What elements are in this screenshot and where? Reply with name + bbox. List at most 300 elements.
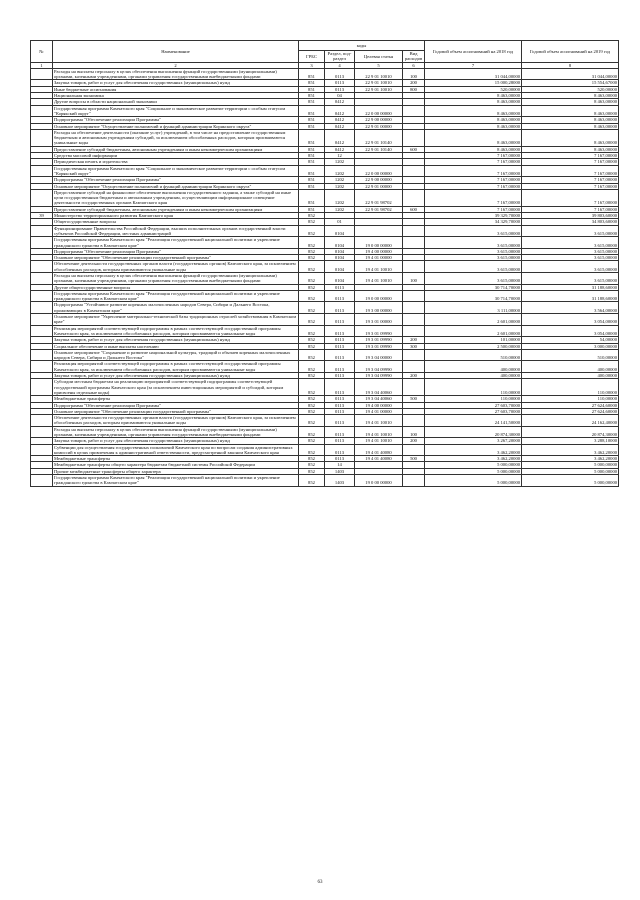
row-expense-type: 100	[403, 426, 425, 438]
row-grbs: 852	[299, 475, 325, 487]
row-name: Реализация мероприятий соответствующей подпрограммы в рамках соответствующей государственной программы Камчатского края, за исключением обособленных расходов, которым присваиваются уникальные коды	[53, 325, 299, 337]
column-index-cell: 1	[31, 62, 53, 68]
header-num: №	[31, 41, 53, 63]
budget-table	[30, 40, 619, 487]
row-amount-2019: 3 615,00000	[522, 225, 619, 237]
table-row	[31, 237, 619, 249]
row-name: Другие вопросы в области национальной экономики	[53, 99, 299, 105]
row-expense-type	[403, 361, 425, 373]
table-row	[31, 325, 619, 337]
row-number	[31, 237, 53, 249]
row-section: 0113	[325, 444, 355, 456]
row-amount-2019: 3 615,00000	[522, 272, 619, 284]
row-amount-2019: 3 615,00000	[522, 237, 619, 249]
row-target-article: 19 3 01 00000	[355, 314, 403, 326]
row-amount-2018: 3 111,00000	[425, 302, 522, 314]
row-target-article: 19 0 00 00000	[355, 475, 403, 487]
row-grbs: 851	[299, 123, 325, 129]
row-amount-2018: 39 329,70000	[425, 213, 522, 219]
row-grbs: 852	[299, 337, 325, 343]
row-name: Предоставление субсидий бюджетным, автономным учреждениям и иным некоммерческим организациям	[53, 206, 299, 212]
row-name: Подпрограмма "Устойчивое развитие коренных малочисленных народов Севера, Сибири и Дальнего Востока, проживающих в Камчатском крае"	[53, 302, 299, 314]
row-section: 0412	[325, 123, 355, 129]
row-target-article: 19 3 04 09990	[355, 361, 403, 373]
row-grbs: 851	[299, 159, 325, 165]
row-grbs: 852	[299, 415, 325, 427]
row-section: 0113	[325, 80, 355, 86]
row-section: 0113	[325, 337, 355, 343]
row-number	[31, 361, 53, 373]
row-name: Расходы на выплаты персоналу в целях обеспечения выполнения функций государственными (муниципальными) органами, казенными учреждениями, органами управления государственными внебюджетными фондами	[53, 272, 299, 284]
row-expense-type: 200	[403, 373, 425, 379]
row-name: Основное мероприятие "Осуществление полномочий и функций администрации Корякского округа"	[53, 183, 299, 189]
row-amount-2018: 34 329,70000	[425, 219, 522, 225]
row-target-article: 22 9 01 10010	[355, 80, 403, 86]
row-name: Другие общегосударственные вопросы	[53, 284, 299, 290]
row-number	[31, 189, 53, 206]
row-amount-2018: 3 267,20000	[425, 438, 522, 444]
row-amount-2019: 8 463,00000	[522, 123, 619, 129]
row-expense-type	[403, 415, 425, 427]
row-amount-2018: 30 714,70000	[425, 284, 522, 290]
row-target-article: 19 3 04 40060	[355, 396, 403, 402]
table-row	[31, 426, 619, 438]
row-amount-2019: 7 167,00000	[522, 206, 619, 212]
row-amount-2019: 3 564,00000	[522, 302, 619, 314]
row-grbs: 852	[299, 438, 325, 444]
row-number	[31, 349, 53, 361]
row-target-article: 19 4 00 00000	[355, 248, 403, 254]
row-amount-2018: 8 463,00000	[425, 93, 522, 99]
row-section: 0113	[325, 325, 355, 337]
row-target-article: 19 4 01 40080	[355, 444, 403, 456]
row-target-article: 22 9 00 00000	[355, 177, 403, 183]
row-name: Закупка товаров, работ и услуг для обеспечения государственных (муниципальных) нужд	[53, 438, 299, 444]
row-section: 0412	[325, 146, 355, 152]
row-number	[31, 261, 53, 273]
row-amount-2019: 8 463,00000	[522, 93, 619, 99]
row-expense-type	[403, 290, 425, 302]
row-amount-2018: 8 463,00000	[425, 99, 522, 105]
row-expense-type	[403, 302, 425, 314]
row-section: 0104	[325, 225, 355, 237]
row-section: 0113	[325, 438, 355, 444]
row-name: Предоставление субсидий бюджетным, автономным учреждениям и иным некоммерческим организациям	[53, 146, 299, 152]
row-amount-2018: 8 463,00000	[425, 117, 522, 123]
row-amount-2019: 5 000,00000	[522, 468, 619, 474]
column-index-cell: 7	[425, 62, 522, 68]
row-target-article: 19 4 01 10010	[355, 415, 403, 427]
row-section: 1202	[325, 206, 355, 212]
row-amount-2019: 7 167,00000	[522, 177, 619, 183]
row-grbs: 852	[299, 408, 325, 414]
row-name: Межбюджетные трансферты	[53, 396, 299, 402]
row-section: 0113	[325, 415, 355, 427]
row-amount-2018: 7 167,00000	[425, 153, 522, 159]
row-grbs: 851	[299, 129, 325, 146]
row-name: Подпрограмма "Обеспечение реализации Программы"	[53, 177, 299, 183]
table-row	[31, 379, 619, 396]
row-amount-2019: 3 000,00000	[522, 343, 619, 349]
row-expense-type	[403, 379, 425, 396]
row-amount-2018: 3 615,00000	[425, 225, 522, 237]
row-target-article: 22 9 01 10010	[355, 68, 403, 80]
row-target-article: 22 9 01 10010	[355, 86, 403, 92]
row-amount-2019: 7 167,00000	[522, 189, 619, 206]
row-number	[31, 290, 53, 302]
row-amount-2019: 39 803,60000	[522, 213, 619, 219]
row-amount-2019: 3 615,00000	[522, 248, 619, 254]
row-grbs: 852	[299, 402, 325, 408]
row-expense-type	[403, 189, 425, 206]
row-name: Закупка товаров, работ и услуг для обеспечения государственных (муниципальных) нужд	[53, 80, 299, 86]
row-target-article: 19 3 04 40060	[355, 379, 403, 396]
row-grbs: 852	[299, 456, 325, 462]
row-expense-type: 500	[403, 396, 425, 402]
row-amount-2018: 27 603,70000	[425, 408, 522, 414]
page-number: 63	[317, 880, 323, 885]
header-vol-2019: Годовой объем ассигнований на 2019 год	[522, 41, 619, 63]
row-target-article: 22 9 01 10140	[355, 129, 403, 146]
row-amount-2018: 8 463,00000	[425, 123, 522, 129]
row-amount-2018: 400,00000	[425, 373, 522, 379]
row-name: Расходы на выплаты персоналу в целях обеспечения выполнения функций государственными (муниципальными) органами, казенными учреждениями, органами управления государственными внебюджетными фондами	[53, 68, 299, 80]
column-index-cell: 4	[325, 62, 355, 68]
row-amount-2018: 3 615,00000	[425, 272, 522, 284]
row-name: Основное мероприятие "Обеспечение реализации государственной программы"	[53, 408, 299, 414]
row-expense-type: 600	[403, 206, 425, 212]
row-grbs: 851	[299, 206, 325, 212]
row-section: 1202	[325, 183, 355, 189]
row-section: 0104	[325, 261, 355, 273]
row-section: 0113	[325, 68, 355, 80]
row-amount-2018: 520,00000	[425, 86, 522, 92]
row-amount-2019: 5 000,00000	[522, 475, 619, 487]
row-name: Социальное обеспечение и иные выплаты населению	[53, 343, 299, 349]
table-row	[31, 68, 619, 80]
column-index-cell: 2	[53, 62, 299, 68]
row-amount-2019: 400,00000	[522, 361, 619, 373]
row-grbs: 852	[299, 255, 325, 261]
row-target-article: 19 4 01 00000	[355, 255, 403, 261]
row-section: 0113	[325, 426, 355, 438]
row-section: 0113	[325, 373, 355, 379]
row-target-article: 19 0 00 00000	[355, 237, 403, 249]
row-name: Основное мероприятие "Укрепление материально-технической базы традиционных отраслей хозяйствования в Камчатском крае"	[53, 314, 299, 326]
column-index-cell: 3	[299, 62, 325, 68]
row-amount-2018: 3 615,00000	[425, 248, 522, 254]
row-target-article: 19 4 01 10010	[355, 426, 403, 438]
table-row	[31, 302, 619, 314]
row-section: 0412	[325, 99, 355, 105]
row-expense-type	[403, 237, 425, 249]
row-target-article: 22 9 01 10140	[355, 146, 403, 152]
row-expense-type: 200	[403, 438, 425, 444]
table-row	[31, 261, 619, 273]
column-index-cell: 6	[403, 62, 425, 68]
row-grbs: 851	[299, 99, 325, 105]
row-name: Государственная программа Камчатского края "Социальное и экономическое развитие территории с особым статусом "Корякский округ"	[53, 165, 299, 177]
table-row	[31, 415, 619, 427]
row-amount-2018: 20 874,30000	[425, 426, 522, 438]
row-amount-2019: 7 167,00000	[522, 159, 619, 165]
row-amount-2019: 7 167,00000	[522, 183, 619, 189]
row-number	[31, 105, 53, 117]
row-amount-2018: 7 167,00000	[425, 206, 522, 212]
row-expense-type	[403, 261, 425, 273]
row-section: 0113	[325, 379, 355, 396]
row-name: Расходы на обеспечение деятельности (оказание услуг) учреждений, в том числе на предоставление государственным бюджетным и автономным учреждениям субсидий, за исключением обособленных расходов, которым присваиваются уникальные коды	[53, 129, 299, 146]
row-target-article: 22 9 01 00000	[355, 183, 403, 189]
row-section: 1403	[325, 475, 355, 487]
row-target-article: 19 3 00 00000	[355, 302, 403, 314]
row-number	[31, 426, 53, 438]
row-name: Межбюджетные трансферты	[53, 456, 299, 462]
row-section: 0113	[325, 290, 355, 302]
row-amount-2018: 110,00000	[425, 379, 522, 396]
row-name: Национальная экономика	[53, 93, 299, 99]
row-target-article: 22 0 00 00000	[355, 165, 403, 177]
row-amount-2018: 5 000,00000	[425, 462, 522, 468]
column-index-cell: 8	[522, 62, 619, 68]
row-name: Функционирование Правительства Российской Федерации, высших исполнительных органов государственной власти субъектов Российской Федерации, местных администраций	[53, 225, 299, 237]
row-grbs: 852	[299, 314, 325, 326]
row-grbs: 852	[299, 379, 325, 396]
row-amount-2019: 7 167,00000	[522, 153, 619, 159]
row-amount-2018: 400,00000	[425, 361, 522, 373]
row-grbs: 852	[299, 462, 325, 468]
row-target-article: 19 4 01 10010	[355, 438, 403, 444]
row-name: Средства массовой информации	[53, 153, 299, 159]
row-target-article: 19 3 01 09990	[355, 325, 403, 337]
row-amount-2018: 24 141,50000	[425, 415, 522, 427]
row-grbs: 852	[299, 426, 325, 438]
table-row	[31, 272, 619, 284]
row-amount-2019: 8 463,00000	[522, 129, 619, 146]
row-amount-2019: 3 462,20000	[522, 444, 619, 456]
table-row	[31, 290, 619, 302]
row-section: 1403	[325, 468, 355, 474]
row-section: 0113	[325, 86, 355, 92]
row-amount-2019: 400,00000	[522, 373, 619, 379]
table-row	[31, 361, 619, 373]
row-section: 0113	[325, 408, 355, 414]
header-grbs: ГРБС	[299, 51, 325, 63]
row-grbs: 852	[299, 343, 325, 349]
row-grbs: 851	[299, 146, 325, 152]
row-grbs: 852	[299, 261, 325, 273]
column-index-cell: 5	[355, 62, 403, 68]
row-grbs: 851	[299, 105, 325, 117]
row-section: 1202	[325, 159, 355, 165]
row-target-article: 22 0 00 00000	[355, 105, 403, 117]
row-grbs: 852	[299, 248, 325, 254]
row-name: Государственная программа Камчатского края "Реализация государственной национальной политики и укрепление гражданского единства в Камчатском крае"	[53, 290, 299, 302]
row-number	[31, 225, 53, 237]
row-grbs: 851	[299, 86, 325, 92]
row-amount-2018: 110,00000	[425, 396, 522, 402]
row-amount-2019: 3 288,10000	[522, 438, 619, 444]
row-number	[31, 379, 53, 396]
row-amount-2019: 54,00000	[522, 337, 619, 343]
row-name: Общегосударственные вопросы	[53, 219, 299, 225]
row-grbs: 852	[299, 349, 325, 361]
row-amount-2018: 510,00000	[425, 349, 522, 361]
row-target-article: 19 3 01 09990	[355, 343, 403, 349]
table-row	[31, 105, 619, 117]
row-grbs: 852	[299, 325, 325, 337]
row-name: Подпрограмма "Обеспечение реализации Программы"	[53, 248, 299, 254]
row-grbs: 852	[299, 290, 325, 302]
row-section: 0113	[325, 361, 355, 373]
row-amount-2018: 3 615,00000	[425, 237, 522, 249]
row-amount-2019: 110,00000	[522, 379, 619, 396]
row-section: 0104	[325, 237, 355, 249]
table-body	[31, 68, 619, 486]
row-expense-type	[403, 225, 425, 237]
row-grbs: 851	[299, 93, 325, 99]
row-amount-2018: 5 000,00000	[425, 475, 522, 487]
row-target-article: 22 9 00 00000	[355, 117, 403, 123]
row-grbs: 852	[299, 444, 325, 456]
row-amount-2019: 20 874,30000	[522, 426, 619, 438]
row-section: 0104	[325, 272, 355, 284]
row-grbs: 851	[299, 177, 325, 183]
row-grbs: 851	[299, 68, 325, 80]
row-section: 1202	[325, 165, 355, 177]
table-row	[31, 314, 619, 326]
row-expense-type	[403, 349, 425, 361]
row-target-article: 19 4 01 10010	[355, 261, 403, 273]
row-amount-2019: 8 463,00000	[522, 117, 619, 123]
row-expense-type	[403, 129, 425, 146]
row-target-article: 22 9 01 98702	[355, 189, 403, 206]
row-expense-type: 300	[403, 343, 425, 349]
header-expense-type: Вид расходов	[403, 51, 425, 63]
row-amount-2019: 34 803,60000	[522, 219, 619, 225]
row-grbs: 852	[299, 361, 325, 373]
row-amount-2019: 520,00000	[522, 86, 619, 92]
row-target-article: 19 3 04 09990	[355, 373, 403, 379]
row-expense-type: 100	[403, 68, 425, 80]
row-section: 0113	[325, 302, 355, 314]
row-expense-type	[403, 165, 425, 177]
row-amount-2019: 3 054,00000	[522, 314, 619, 326]
row-amount-2018: 2 500,00000	[425, 343, 522, 349]
row-expense-type	[403, 475, 425, 487]
row-number	[31, 325, 53, 337]
row-amount-2018: 5 000,00000	[425, 468, 522, 474]
row-section: 0113	[325, 402, 355, 408]
row-name: Обеспечение деятельности государственных органов власти (государственных органов) Камчатского края, за исключением обособленных расходов, которым присваиваются уникальные коды	[53, 261, 299, 273]
row-name: Закупка товаров, работ и услуг для обеспечения государственных (муниципальных) нужд	[53, 337, 299, 343]
row-number	[31, 302, 53, 314]
row-amount-2018: 8 463,00000	[425, 105, 522, 117]
row-number	[31, 415, 53, 427]
row-number	[31, 129, 53, 146]
row-expense-type: 200	[403, 337, 425, 343]
row-grbs: 851	[299, 183, 325, 189]
row-grbs: 851	[299, 153, 325, 159]
row-number: 39	[31, 213, 53, 219]
row-grbs: 852	[299, 237, 325, 249]
row-amount-2018: 3 462,20000	[425, 456, 522, 462]
row-amount-2019: 3 615,00000	[522, 261, 619, 273]
row-name: Государственная программа Камчатского края "Реализация государственной национальной политики и укрепление гражданского единства в Камчатском крае"	[53, 475, 299, 487]
row-amount-2018: 7 167,00000	[425, 183, 522, 189]
row-amount-2018: 15 000,28000	[425, 80, 522, 86]
row-expense-type	[403, 444, 425, 456]
row-name: Закупка товаров, работ и услуг для обеспечения государственных (муниципальных) нужд	[53, 373, 299, 379]
row-amount-2019: 8 463,00000	[522, 105, 619, 117]
row-target-article: 19 4 01 00000	[355, 408, 403, 414]
row-grbs: 851	[299, 80, 325, 86]
row-section: 0104	[325, 248, 355, 254]
row-name: Иные бюджетные ассигнования	[53, 86, 299, 92]
row-target-article: 19 4 01 40080	[355, 456, 403, 462]
row-section: 14	[325, 462, 355, 468]
row-expense-type	[403, 105, 425, 117]
table-row	[31, 225, 619, 237]
row-target-article: 19 4 01 10010	[355, 272, 403, 284]
row-amount-2019: 3 462,20000	[522, 456, 619, 462]
row-number	[31, 165, 53, 177]
row-amount-2019: 24 162,40000	[522, 415, 619, 427]
row-section: 0113	[325, 284, 355, 290]
row-amount-2019: 8 463,00000	[522, 146, 619, 152]
row-name: Основное мероприятие "Осуществление полномочий и функций администрации Корякского округа"	[53, 123, 299, 129]
row-target-article: 19 3 01 09990	[355, 337, 403, 343]
row-name: Периодическая печать и издательства	[53, 159, 299, 165]
row-name: Расходы на выплаты персоналу в целях обеспечения выполнения функций государственными (муниципальными) органами, казенными учреждениями, органами управления государственными внебюджетными фондами	[53, 426, 299, 438]
table-row	[31, 444, 619, 456]
row-amount-2018: 27 603,70000	[425, 402, 522, 408]
row-grbs: 852	[299, 373, 325, 379]
row-grbs: 852	[299, 302, 325, 314]
table-row	[31, 189, 619, 206]
row-expense-type: 600	[403, 146, 425, 152]
row-grbs: 852	[299, 225, 325, 237]
row-target-article: 22 9 01 00000	[355, 123, 403, 129]
row-grbs: 852	[299, 272, 325, 284]
row-name: Основное мероприятие "Сохранение и развитие национальной культуры, традиций и обычаев коренных малочисленных народов Севера, Сибири и Дальнего Востока"	[53, 349, 299, 361]
row-amount-2019: 3 054,00000	[522, 325, 619, 337]
row-name: Государственная программа Камчатского края "Социальное и экономическое развитие территории с особым статусом "Корякский округ"	[53, 105, 299, 117]
row-name: Субвенции для осуществления государственных полномочий Камчатского края по вопросам создания административных комиссий в целях привлечения к административной ответственности, предусмотренной законом Камчатского края	[53, 444, 299, 456]
row-number	[31, 475, 53, 487]
row-amount-2019: 27 624,60000	[522, 408, 619, 414]
row-section: 0412	[325, 129, 355, 146]
row-section: 12	[325, 153, 355, 159]
row-name: Обеспечение деятельности государственных органов власти (государственных органов) Камчатского края, за исключением обособленных расходов, которым присваиваются уникальные коды	[53, 415, 299, 427]
row-section: 0104	[325, 255, 355, 261]
row-amount-2018: 7 167,00000	[425, 165, 522, 177]
row-amount-2019: 15 554,67000	[522, 80, 619, 86]
row-number	[31, 68, 53, 80]
row-amount-2018: 3 462,20000	[425, 444, 522, 456]
header-name: Наименование	[53, 41, 299, 63]
row-expense-type: 800	[403, 86, 425, 92]
row-section: 0113	[325, 343, 355, 349]
row-amount-2018: 30 714,70000	[425, 290, 522, 302]
row-amount-2019: 27 624,60000	[522, 402, 619, 408]
row-grbs: 852	[299, 468, 325, 474]
row-grbs: 852	[299, 219, 325, 225]
row-expense-type	[403, 325, 425, 337]
row-name: Субсидии местным бюджетам на реализацию мероприятий соответствующей подпрограммы соответствующей государственной программы Камчатского края (за исключением инвестиционных мероприятий и субсидий, которым присвоены отдельные коды)	[53, 379, 299, 396]
row-number	[31, 444, 53, 456]
row-amount-2019: 7 167,00000	[522, 165, 619, 177]
